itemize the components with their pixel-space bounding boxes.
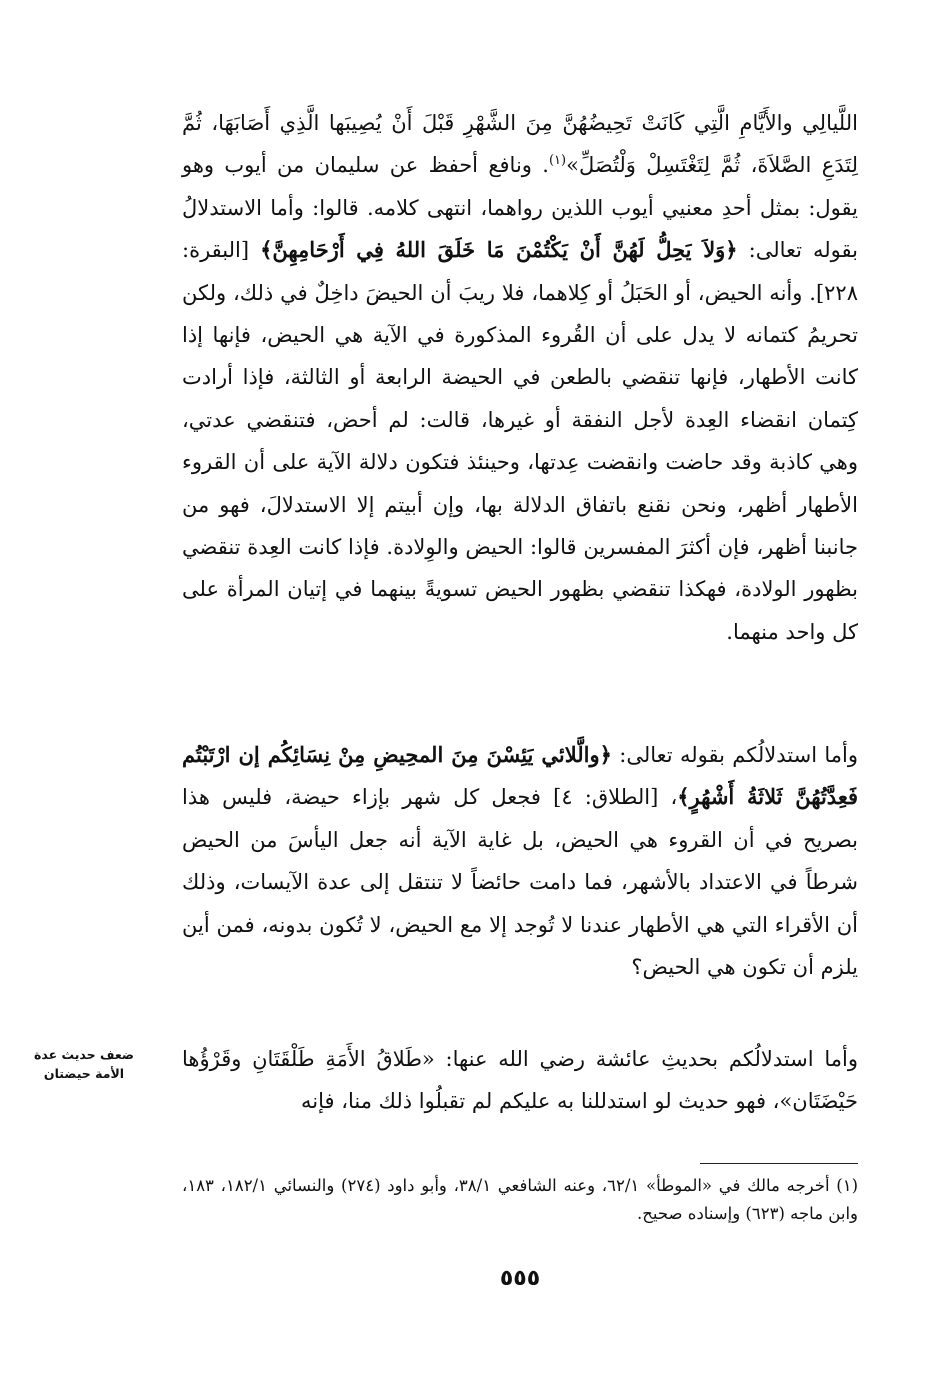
quran-verse: ﴿وَلاَ يَحِلُّ لَهُنَّ أَنْ يَكْتُمْنَ مَا خَلَقَ اللهُ فِي أَرْحَامِهِنَّ﴾ <box>260 237 738 263</box>
paragraph-menstruation-verse <box>182 102 858 653</box>
footnote: (١) أخرجه مالك في «الموطأ» ٦٢/١، وعنه الشافعي ٣٨/١، وأبو داود (٢٧٤) والنسائي ١٨٢/١، ١٨٣، وابن ماجه (٦٢٣) وإسناده صحيح. <box>182 1176 859 1223</box>
paragraph-despairing-women-verse <box>182 734 858 988</box>
paragraph-text: . ونافع أحفظ عن سليمان من أيوب وهو يقول: بمثل أحدِ معنيي أيوب اللذين رواهما، انتهى كلامه. قالوا: وأما الاستدلالُ بقوله تعالى: <box>182 153 858 263</box>
page-number: ٥٥٥ <box>499 1266 541 1291</box>
margin-heading: ضعف حديث عدة الأمة حيضتان <box>33 1047 135 1081</box>
footnote-divider <box>700 1163 858 1164</box>
quran-verse: ﴿والَّلائي يَئِسْنَ مِنَ المحِيضِ مِنْ نِسَائِكُم إن ارْتَبْتُم فَعِدَّتُهُنَّ ثَلاثَةُ أَشْهُرٍ﴾ <box>182 742 859 810</box>
paragraph-text: ، [الطلاق: ٤] فجعل كل شهر بإزاء حيضة، فليس هذا بصريح في أن القروء هي الحيض، بل غاية الآية أنه جعل اليأسَ من الحيض شرطاً في الاعتداد بالأشهر، فما دامت حائضاً لا تنتقل إلى عدة الآيسات، وذلك أن الأقراء التي هي الأطهار عندنا لا تُوجد إلا مع الحيض، لا تُكون بدونه، فمن أين يلزم أن تكون هي الحيض؟ <box>182 785 858 980</box>
paragraph-text: وأما استدلالُكم بقوله تعالى: <box>611 743 858 767</box>
paragraph-text: [البقرة: ٢٢٨]. وأنه الحيض، أو الحَبَلُ أو كِلاهما، فلا ريبَ أن الحيضَ داخِلٌ في ذلك، ولكن تحريمُ كتمانه لا يدل على أن القُروء المذكورة في الآية هي الحيض، فإنها إذا كانت الأطهار، فإنها تنقضي بالطعن في الحيضة الرابعة أو الثالثة، فإذا أرادت كِتمان انقضاء العِدة لأجل النفقة أو غيرها، قالت: لم أحض، فتنقضي عدتي، وهي كاذبة وقد حاضت وانقضت عِدتها، وحينئذ فتكون دلالة الآية على أن القروء الأطهار أظهر، ونحن نقنع باتفاق الدلالة بها، وإن أبيتم إلا الاستدلالَ، فهو من جانبنا أظهر، فإن أكثرَ المفسرين قالوا: الحيض والوِلادة. فإذا كانت العِدة تنقضي بظهور الولادة، فهكذا تنقضي بظهور الحيض تسويةً بينهما في إتيان المرأة على كل واحد منهما. <box>182 238 858 644</box>
hadith-text: اللَّيالِي والأَيَّامِ الَّتِي كَانَتْ تَحِيضُهُنَّ مِنَ الشَّهْرِ قَبْلَ أَنْ يُصِيبَها الَّذِي أَصَابَهَا، ثُمَّ لِتَدَعِ الصَّلاَةَ، ثُمَّ لِتَغْتَسِلْ وَلْتُصَلِّ» <box>182 111 858 178</box>
footnote-reference: (١) <box>548 153 567 169</box>
paragraph-text: وأما استدلالُكم بحديثِ عائشة رضي الله عنها: «طَلاقُ الأَمَةِ طَلْقَتَانِ وقَرْؤُها حَيْضَتَان»، فهو حديث لو استدللنا به عليكم لم تقبلُوا ذلك منا، فإنه <box>182 1047 858 1114</box>
paragraph-aisha-hadith <box>182 1038 858 1123</box>
